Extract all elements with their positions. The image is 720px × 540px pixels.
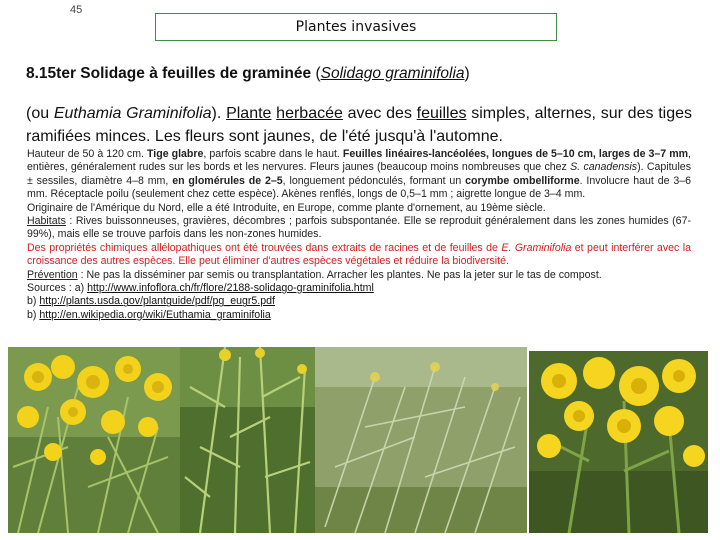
herbacee-link[interactable]: herbacée: [276, 105, 343, 122]
photo-foliage-mass: [315, 347, 527, 533]
feuilles-link[interactable]: feuilles: [416, 105, 467, 122]
section-close-paren: ): [464, 65, 470, 82]
header-title: Plantes invasives: [295, 19, 417, 35]
section-number-title: 8.15ter Solidage à feuilles de graminée: [26, 65, 312, 82]
source-prefix: b): [27, 295, 40, 308]
photo-flower-closeup-image: [529, 351, 708, 533]
latin-name-link[interactable]: Solidago graminifolia: [320, 65, 465, 82]
source-a: [27, 282, 691, 295]
body-text: [27, 148, 691, 322]
source-prefix: b): [27, 308, 40, 321]
header-title-box: [155, 13, 557, 41]
desc-text: , longuement pédonculés, formant un: [282, 174, 466, 187]
intro-text: (ou: [26, 105, 54, 122]
alt-name: Euthamia Graminifolia: [53, 105, 212, 122]
source-b1: [27, 295, 691, 308]
plante-link[interactable]: Plante: [226, 105, 272, 122]
prevention-paragraph: [27, 269, 691, 282]
photo-stems-leaves-image: [180, 347, 315, 533]
page-number: 45: [70, 4, 83, 16]
photo-flower-clusters: [8, 347, 180, 533]
desc-text: . Involucre haut de 3–6 mm. Réceptacle poilu (seulement chez cette espèce). Akènes renflés, longs de 0,5–1 mm ; aigrette longue de 3–4 mm.: [27, 174, 692, 201]
intro-text: avec des: [342, 105, 417, 122]
section-open-paren: (: [311, 65, 321, 82]
source-a-link[interactable]: http://www.infoflora.ch/fr/flore/2188-solidago-graminifolia.html: [87, 282, 374, 295]
source-b2: [27, 309, 691, 322]
photo-flower-closeup: [529, 351, 708, 533]
allelopathy-text: Des propriétés chimiques allélopathiques ont été trouvées dans extraits de racines et de feuilles de: [27, 241, 502, 254]
intro-text: ).: [211, 105, 227, 122]
allelopathy-species: E. Graminifolia: [501, 241, 572, 254]
desc-bold: en glomérules de 2–5: [172, 174, 283, 187]
allelopathy-text: et peut interférer avec la croissance des autres espèces. Elle peut éliminer d'autres espèces végétales et réduire la biodiversité.: [27, 241, 691, 268]
habitats-label: Habitats: [27, 215, 66, 228]
habitats-text: : Rives buissonneuses, gravières, décombres ; parfois subspontanée. Elle se reproduit généralement dans les zones humides (67-99%), mais elle se trouve parfois dans les non-zones humides.: [27, 215, 691, 241]
desc-text: , entières, généralement rudes sur les bords et les nervures. Fleurs jaunes (beaucoup moins nombreuses que chez: [27, 148, 691, 174]
photo-foliage-mass-image: [315, 347, 527, 533]
description-paragraph: [27, 148, 691, 202]
desc-bold: corymbe ombelliforme: [465, 174, 580, 187]
desc-italic: S. canadensis: [570, 161, 638, 174]
photo-stems-leaves: [180, 347, 315, 533]
photo-flower-clusters-image: [8, 347, 180, 533]
origin-paragraph: Originaire de l'Amérique du Nord, elle a été Introduite, en Europe, comme plante d'ornement, au 19ème siècle.: [27, 201, 546, 214]
prevention-text: : Ne pas la disséminer par semis ou transplantation. Arracher les plantes. Ne pas la jeter sur le tas de compost.: [77, 268, 602, 281]
source-b1-link[interactable]: http://plants.usda.gov/plantguide/pdf/pg_eugr5.pdf: [39, 295, 275, 308]
desc-text: ). Capitules ± sessiles, diamètre 4–8 mm,: [27, 161, 691, 187]
desc-bold: Tige glabre: [147, 148, 204, 160]
intro-paragraph: [26, 102, 692, 148]
desc-text: , parfois scabre dans le haut.: [203, 148, 343, 160]
prevention-label: Prévention: [27, 268, 78, 281]
allelopathy-paragraph: [27, 242, 691, 269]
intro-text: simples, alternes, sur des tiges ramifiées minces. Les fleurs sont jaunes, de l'été jusqu'à l'automne.: [26, 105, 692, 145]
source-prefix: Sources : a): [27, 282, 88, 295]
desc-bold: Feuilles linéaires-lancéolées, longues de 5–10 cm, larges de 3–7 mm: [342, 148, 689, 160]
section-title: [26, 65, 470, 83]
source-b2-link[interactable]: http://en.wikipedia.org/wiki/Euthamia_graminifolia: [39, 308, 271, 321]
desc-text: Hauteur de 50 à 120 cm.: [27, 148, 148, 160]
habitats-paragraph: [27, 215, 691, 242]
